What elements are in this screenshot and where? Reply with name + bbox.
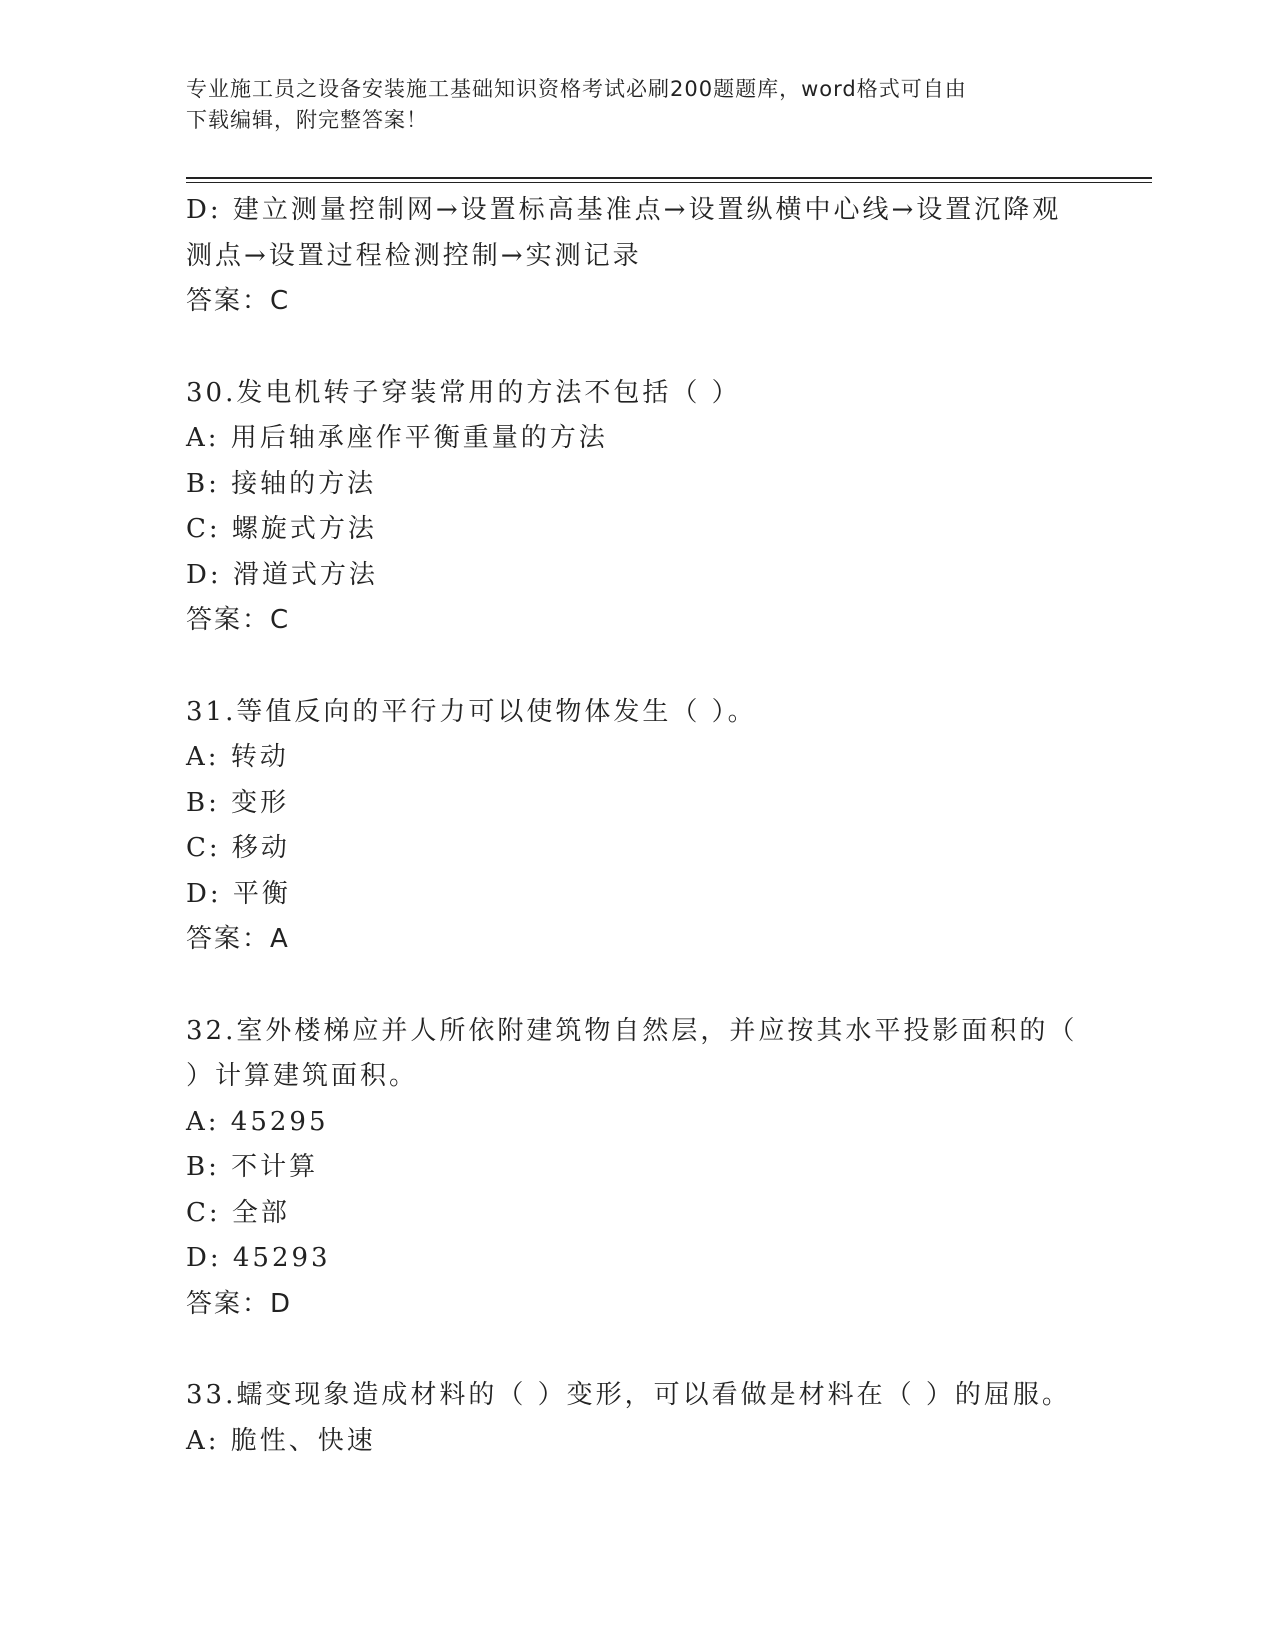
answer: 答案：A	[186, 924, 290, 954]
option-a: A: 转动	[186, 742, 289, 772]
option-d: D: 滑道式方法	[186, 559, 378, 590]
option-c: C: 移动	[186, 833, 290, 863]
option-d-continued: 测点→设置过程检测控制→实测记录	[186, 240, 642, 271]
option-a: A: 脆性、快速	[186, 1425, 376, 1456]
question-stem: 31.等值反向的平行力可以使物体发生（ ）。	[186, 696, 757, 727]
document-header	[186, 74, 1066, 136]
question-33	[186, 1373, 1086, 1464]
header-line-1: 专业施工员之设备安装施工基础知识资格考试必刷200题题库，word格式可自由	[186, 77, 967, 101]
question-stem: 33.蠕变现象造成材料的（ ）变形，可以看做是材料在（ ）的屈服。	[186, 1380, 1071, 1410]
spacer	[186, 1327, 1086, 1373]
question-32	[186, 1009, 1086, 1328]
option-b: B: 变形	[186, 787, 290, 818]
question-stem-continued: ）计算建筑面积。	[186, 1061, 419, 1091]
option-d: D: 建立测量控制网→设置标高基准点→设置纵横中心线→设置沉降观	[186, 195, 1062, 225]
option-b: B: 不计算	[186, 1152, 319, 1182]
question-stem: 30.发电机转子穿装常用的方法不包括（ ）	[186, 377, 741, 408]
option-a: A: 45295	[186, 1106, 329, 1137]
header-line-2: 下载编辑，附完整答案！	[186, 108, 428, 132]
option-d: D: 平衡	[186, 878, 291, 909]
option-d: D: 45293	[186, 1243, 331, 1273]
option-b: B: 接轴的方法	[186, 468, 377, 499]
option-c: C: 螺旋式方法	[186, 514, 377, 544]
question-stem: 32.室外楼梯应并人所依附建筑物自然层，并应按其水平投影面积的（	[186, 1015, 1078, 1046]
header-divider-thick	[186, 177, 1152, 179]
previous-question-tail	[186, 188, 1086, 325]
header-divider-thin	[186, 182, 1152, 183]
spacer	[186, 963, 1086, 1009]
spacer	[186, 325, 1086, 371]
question-list	[186, 188, 1086, 1464]
answer: 答案：C	[186, 605, 291, 635]
spacer	[186, 644, 1086, 690]
question-30	[186, 371, 1086, 644]
answer: 答案：C	[186, 286, 291, 316]
option-a: A: 用后轴承座作平衡重量的方法	[186, 423, 608, 453]
question-31	[186, 690, 1086, 963]
option-c: C: 全部	[186, 1197, 290, 1228]
answer: 答案：D	[186, 1288, 293, 1319]
